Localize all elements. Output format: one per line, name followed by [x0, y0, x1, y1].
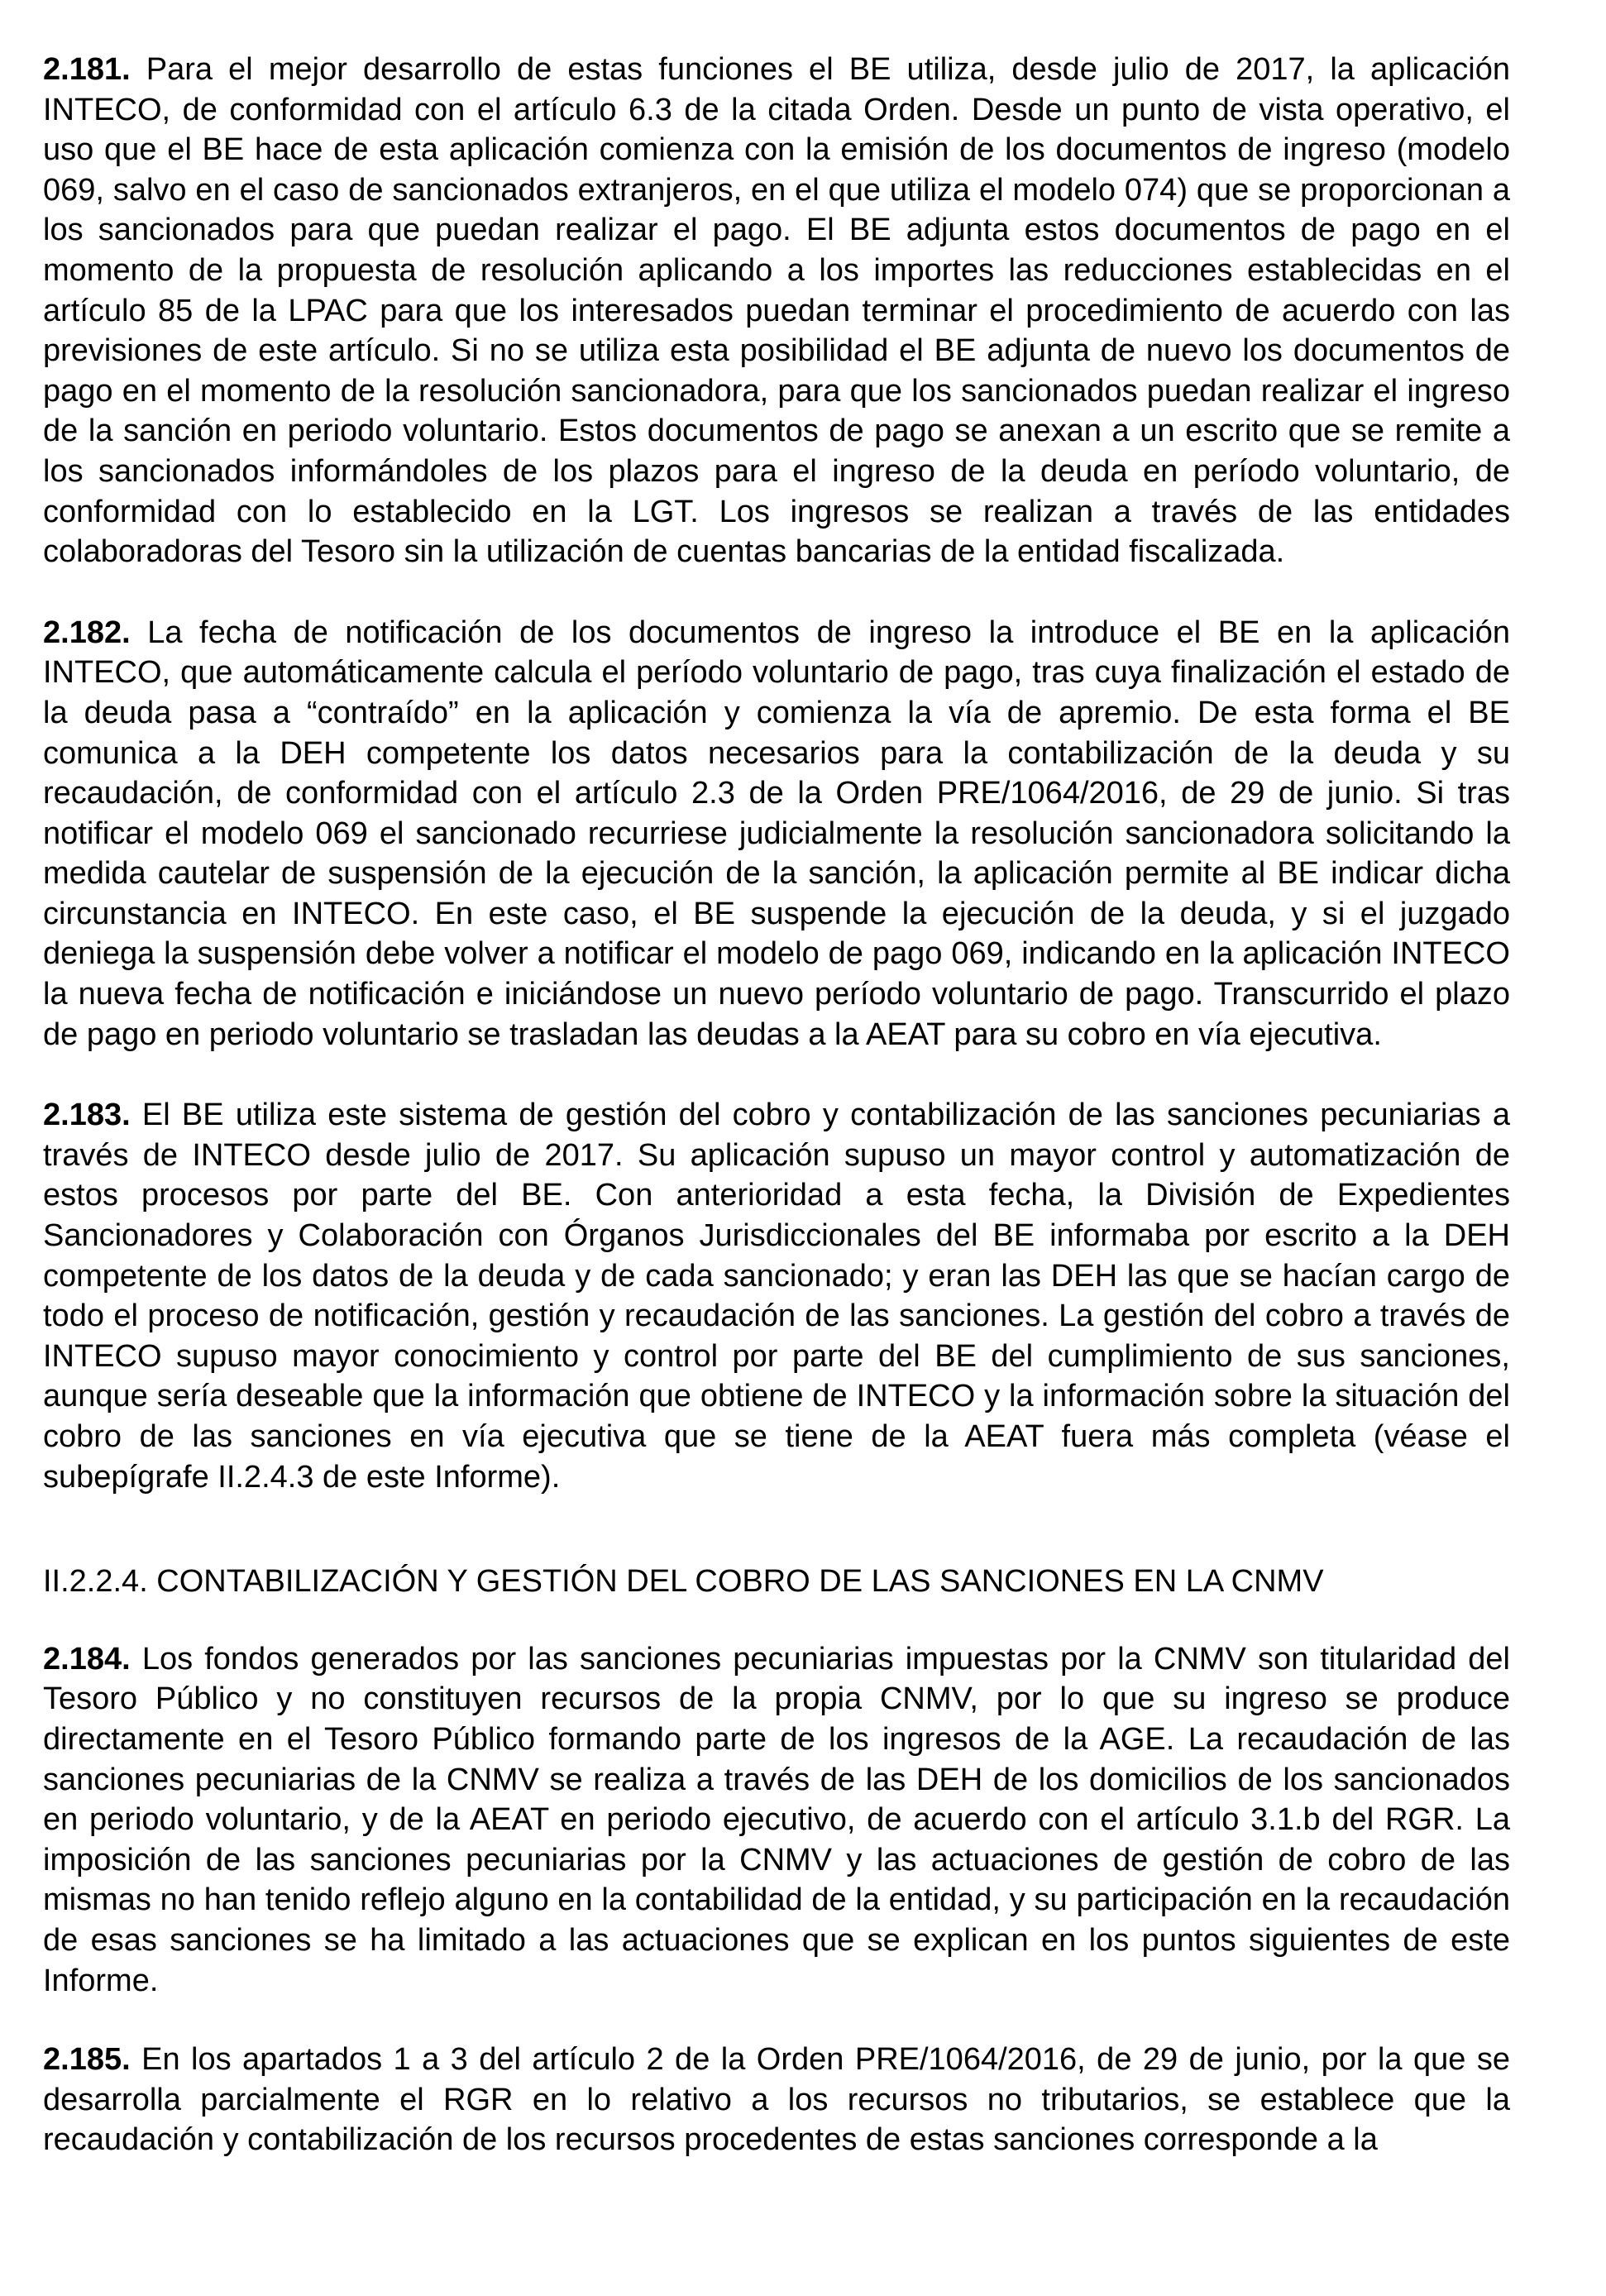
paragraph-number: 2.182.	[43, 615, 131, 650]
paragraph-2-183	[43, 1095, 1510, 1497]
paragraph-2-182	[43, 613, 1510, 1055]
paragraph-number: 2.184.	[43, 1641, 131, 1677]
paragraph-2-181	[43, 50, 1510, 572]
paragraph-2-184	[43, 1639, 1510, 2001]
paragraph-number: 2.185.	[43, 2042, 131, 2078]
paragraph-2-185	[43, 2040, 1510, 2160]
section-heading: II.2.2.4. CONTABILIZACIÓN Y GESTIÓN DEL COBRO DE LAS SANCIONES EN LA CNMV	[43, 1564, 1324, 1600]
paragraph-number: 2.183.	[43, 1098, 131, 1133]
paragraph-number: 2.181.	[43, 52, 131, 87]
paragraph-text: Los fondos generados por las sanciones pecuniarias impuestas por la CNMV son titularidad del Tesoro Público y no constituyen recursos de la propia CNMV, por lo que su ingreso se produce directamente en el Tesoro Público formando parte de los ingresos de la AGE. La recaudación de las sanciones pecuniarias de la CNMV se realiza a través de las DEH de los domicilios de los sancionados en periodo voluntario, y de la AEAT en periodo ejecutivo, de acuerdo con el artículo 3.1.b del RGR. La imposición de las sanciones pecuniarias por la CNMV y las actuaciones de gestión de cobro de las mismas no han tenido reflejo alguno en la contabilidad de la entidad, y su participación en la recaudación de esas sanciones se ha limitado a las actuaciones que se explican en los puntos siguientes de este Informe.	[43, 1641, 1510, 1998]
paragraph-text: El BE utiliza este sistema de gestión del cobro y contabilización de las sanciones pecuniarias a través de INTECO desde julio de 2017. Su aplicación supuso un mayor control y automatización de estos procesos por parte del BE. Con anterioridad a esta fecha, la División de Expedientes Sancionadores y Colaboración con Órganos Jurisdiccionales del BE informaba por escrito a la DEH competente de los datos de la deuda y de cada sancionado; y eran las DEH las que se hacían cargo de todo el proceso de notificación, gestión y recaudación de las sanciones. La gestión del cobro a través de INTECO supuso mayor conocimiento y control por parte del BE del cumplimiento de sus sanciones, aunque sería deseable que la información que obtiene de INTECO y la información sobre la situación del cobro de las sanciones en vía ejecutiva que se tiene de la AEAT fuera más completa (véase el subepígrafe II.2.4.3 de este Informe).	[43, 1098, 1510, 1495]
paragraph-text: La fecha de notificación de los documentos de ingreso la introduce el BE en la aplicación INTECO, que automáticamente calcula el período voluntario de pago, tras cuya finalización el estado de la deuda pasa a “contraído” en la aplicación y comienza la vía de apremio. De esta forma el BE comunica a la DEH competente los datos necesarios para la contabilización de la deuda y su recaudación, de conformidad con el artículo 2.3 de la Orden PRE/1064/2016, de 29 de junio. Si tras notificar el modelo 069 el sancionado recurriese judicialmente la resolución sancionadora solicitando la medida cautelar de suspensión de la ejecución de la sanción, la aplicación permite al BE indicar dicha circunstancia en INTECO. En este caso, el BE suspende la ejecución de la deuda, y si el juzgado deniega la suspensión debe volver a notificar el modelo de pago 069, indicando en la aplicación INTECO la nueva fecha de notificación e iniciándose un nuevo período voluntario de pago. Transcurrido el plazo de pago en periodo voluntario se trasladan las deudas a la AEAT para su cobro en vía ejecutiva.	[43, 615, 1510, 1052]
paragraph-text: Para el mejor desarrollo de estas funciones el BE utiliza, desde julio de 2017, la aplicación INTECO, de conformidad con el artículo 6.3 de la citada Orden. Desde un punto de vista operativo, el uso que el BE hace de esta aplicación comienza con la emisión de los documentos de ingreso (modelo 069, salvo en el caso de sancionados extranjeros, en el que utiliza el modelo 074) que se proporcionan a los sancionados para que puedan realizar el pago. El BE adjunta estos documentos de pago en el momento de la propuesta de resolución aplicando a los importes las reducciones establecidas en el artículo 85 de la LPAC para que los interesados puedan terminar el procedimiento de acuerdo con las previsiones de este artículo. Si no se utiliza esta posibilidad el BE adjunta de nuevo los documentos de pago en el momento de la resolución sancionadora, para que los sancionados puedan realizar el ingreso de la sanción en periodo voluntario. Estos documentos de pago se anexan a un escrito que se remite a los sancionados informándoles de los plazos para el ingreso de la deuda en período voluntario, de conformidad con lo establecido en la LGT. Los ingresos se realizan a través de las entidades colaboradoras del Tesoro sin la utilización de cuentas bancarias de la entidad fiscalizada.	[43, 52, 1511, 570]
paragraph-text: En los apartados 1 a 3 del artículo 2 de la Orden PRE/1064/2016, de 29 de junio, por la que se desarrolla parcialmente el RGR en lo relativo a los recursos no tributarios, se establece que la recaudación y contabilización de los recursos procedentes de estas sanciones corresponde a la	[43, 2042, 1510, 2158]
